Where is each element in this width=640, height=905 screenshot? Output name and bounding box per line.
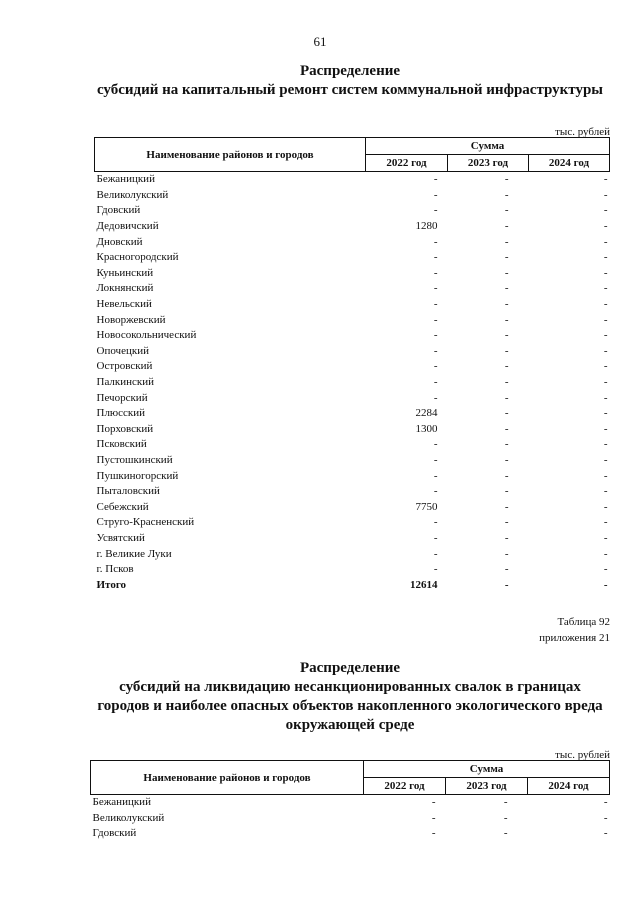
value-2024: - [603, 251, 608, 264]
district-name: Печорский [96, 391, 148, 404]
value-2024: - [603, 266, 608, 279]
value-2022: - [433, 188, 438, 201]
table-row [95, 172, 610, 188]
value-2022: - [433, 235, 438, 248]
value-2023: - [504, 469, 509, 482]
district-name: Новосокольнический [96, 329, 197, 342]
value-2023: - [504, 188, 509, 201]
value-2023: - [504, 485, 509, 498]
value-2024: - [603, 563, 608, 576]
value-2024: - [603, 204, 608, 217]
value-2023: - [503, 811, 508, 824]
section1-table-body [95, 172, 610, 594]
section2-title [60, 659, 640, 735]
value-2024: - [603, 298, 608, 311]
table-row [95, 312, 610, 328]
district-name: Опочецкий [96, 344, 149, 357]
section2-table-note [539, 614, 610, 646]
value-2023: - [504, 516, 509, 529]
value-2024: - [603, 188, 608, 201]
value-2022: - [433, 313, 438, 326]
value-2024: - [603, 547, 608, 560]
value-2022: - [433, 391, 438, 404]
value-2024: - [603, 220, 608, 233]
value-2022: - [433, 531, 438, 544]
value-2023: - [504, 407, 509, 420]
value-2023: - [504, 563, 509, 576]
table-row [95, 375, 610, 391]
value-2022: 1300 [415, 422, 438, 435]
value-2023: - [504, 344, 509, 357]
value-2023: - [503, 827, 508, 840]
district-name: Порховский [96, 422, 154, 435]
section2-title-line: субсидий на ликвидацию несанкционированных свалок в границах [119, 679, 581, 695]
header-name: Наименование районов и городов [95, 138, 366, 172]
value-2024: - [603, 438, 608, 451]
value-2022: - [433, 344, 438, 357]
table-row [95, 484, 610, 500]
district-name: Невельский [96, 298, 152, 311]
header-2023: 2023 год [446, 778, 528, 795]
value-2023: - [504, 422, 509, 435]
section1-title-line: субсидий на капитальный ремонт систем коммунальной инфраструктуры [96, 82, 604, 98]
district-name: Себежский [96, 500, 149, 513]
value-2023: - [504, 438, 509, 451]
table-row [95, 406, 610, 422]
table-row [95, 437, 610, 453]
value-2022: - [431, 811, 436, 824]
value-2023: - [504, 204, 509, 217]
value-2024: - [603, 811, 608, 824]
value-2022: - [433, 204, 438, 217]
table-row [95, 281, 610, 297]
value-2022: - [433, 453, 438, 466]
section2-table-body [91, 795, 610, 842]
table-row [95, 499, 610, 515]
district-name: Бежаницкий [92, 796, 151, 809]
value-2022: - [433, 251, 438, 264]
district-name: Локнянский [96, 282, 154, 295]
district-name: Гдовский [96, 204, 141, 217]
value-2024: - [603, 469, 608, 482]
table-row [95, 297, 610, 313]
district-name: Дновский [96, 235, 143, 248]
table-row [91, 795, 610, 811]
value-2024: - [603, 329, 608, 342]
table-row [95, 219, 610, 235]
district-name: Великолукский [92, 811, 165, 824]
district-name: Гдовский [92, 827, 137, 840]
value-2023: - [504, 531, 509, 544]
table-row [95, 266, 610, 282]
value-2022: - [433, 173, 438, 186]
value-2023: - [504, 500, 509, 513]
district-name: Великолукский [96, 188, 169, 201]
section1-title-line: Распределение [299, 63, 401, 79]
value-2023: - [504, 282, 509, 295]
table-row [95, 453, 610, 469]
value-2023: - [504, 235, 509, 248]
value-2022: - [433, 563, 438, 576]
table-row [95, 234, 610, 250]
section1-table [94, 137, 610, 593]
table-row [95, 359, 610, 375]
table-row [95, 344, 610, 360]
district-name: Струго-Красненский [96, 516, 195, 529]
value-2022: - [433, 469, 438, 482]
value-2024: - [603, 282, 608, 295]
value-2022: - [433, 376, 438, 389]
header-name: Наименование районов и городов [91, 761, 364, 795]
district-name: Дедовичский [96, 220, 159, 233]
value-2024: - [603, 531, 608, 544]
value-2024: - [603, 344, 608, 357]
value-2024: - [603, 407, 608, 420]
table-row [95, 468, 610, 484]
value-2022: - [431, 796, 436, 809]
header-sum: Сумма [366, 138, 610, 155]
value-2022: - [433, 360, 438, 373]
section1-title [60, 62, 640, 100]
table-row [95, 250, 610, 266]
value-2024: - [603, 235, 608, 248]
table-total-row [95, 577, 610, 593]
table-row [95, 546, 610, 562]
table-note-line: приложения 21 [539, 632, 610, 644]
value-2024: - [603, 173, 608, 186]
district-name: г. Псков [96, 563, 134, 576]
district-name: Новоржевский [96, 313, 166, 326]
table-note-line: Таблица 92 [557, 616, 610, 628]
section2-units: тыс. рублей [555, 749, 610, 761]
district-name: г. Великие Луки [96, 547, 172, 560]
district-name: Пушкиногорский [96, 469, 179, 482]
value-2024: - [603, 453, 608, 466]
value-2023: - [504, 251, 509, 264]
table-row [95, 328, 610, 344]
table-row [95, 515, 610, 531]
section1-units: тыс. рублей [555, 126, 610, 138]
table-row [95, 562, 610, 578]
value-2023: - [504, 391, 509, 404]
value-2022: - [433, 438, 438, 451]
value-2022: - [433, 282, 438, 295]
header-2022: 2022 год [366, 155, 448, 172]
value-2022: - [433, 547, 438, 560]
section2-title-line: городов и наиболее опасных объектов накопленного экологического вреда [97, 698, 603, 714]
value-2023: - [503, 796, 508, 809]
value-2024: - [603, 360, 608, 373]
table-row [95, 531, 610, 547]
value-2023: - [504, 266, 509, 279]
value-2024: - [603, 485, 608, 498]
value-2023: - [504, 376, 509, 389]
value-2022: 12614 [410, 578, 438, 591]
district-name: Пустошкинский [96, 453, 173, 466]
value-2023: - [504, 298, 509, 311]
header-2024: 2024 год [528, 778, 610, 795]
value-2023: - [504, 547, 509, 560]
value-2022: - [431, 827, 436, 840]
value-2022: 2284 [415, 407, 438, 420]
district-name: Псковский [96, 438, 147, 451]
table-row [95, 203, 610, 219]
value-2023: - [504, 578, 509, 591]
value-2024: - [603, 376, 608, 389]
district-name: Островский [96, 360, 153, 373]
table-row [95, 390, 610, 406]
value-2022: - [433, 485, 438, 498]
district-name: Красногородский [96, 251, 179, 264]
header-sum: Сумма [364, 761, 610, 778]
district-name: Усвятский [96, 531, 145, 544]
value-2023: - [504, 220, 509, 233]
value-2024: - [603, 827, 608, 840]
value-2024: - [603, 796, 608, 809]
header-2024: 2024 год [529, 155, 610, 172]
header-2023: 2023 год [448, 155, 529, 172]
section2-title-line: Распределение [299, 660, 401, 676]
table-row [91, 826, 610, 842]
value-2022: - [433, 266, 438, 279]
value-2022: 1280 [415, 220, 438, 233]
table-row [95, 422, 610, 438]
table-row [91, 811, 610, 827]
value-2024: - [603, 313, 608, 326]
district-name: Куньинский [96, 266, 154, 279]
value-2023: - [504, 313, 509, 326]
value-2023: - [504, 360, 509, 373]
value-2024: - [603, 516, 608, 529]
value-2024: - [603, 578, 608, 591]
header-2022: 2022 год [364, 778, 446, 795]
value-2022: 7750 [415, 500, 438, 513]
district-name: Палкинский [96, 376, 155, 389]
table-row [95, 188, 610, 204]
value-2022: - [433, 298, 438, 311]
value-2023: - [504, 453, 509, 466]
value-2022: - [433, 329, 438, 342]
value-2024: - [603, 422, 608, 435]
page-number: 61 [313, 34, 327, 49]
value-2023: - [504, 329, 509, 342]
value-2024: - [603, 391, 608, 404]
district-name: Бежаницкий [96, 173, 155, 186]
district-name: Плюсский [96, 407, 146, 420]
district-name: Пыталовский [96, 485, 160, 498]
value-2022: - [433, 516, 438, 529]
value-2023: - [504, 173, 509, 186]
section2-title-line: окружающей среде [285, 717, 415, 733]
value-2024: - [603, 500, 608, 513]
district-name: Итого [96, 578, 127, 591]
section2-table [90, 760, 610, 842]
